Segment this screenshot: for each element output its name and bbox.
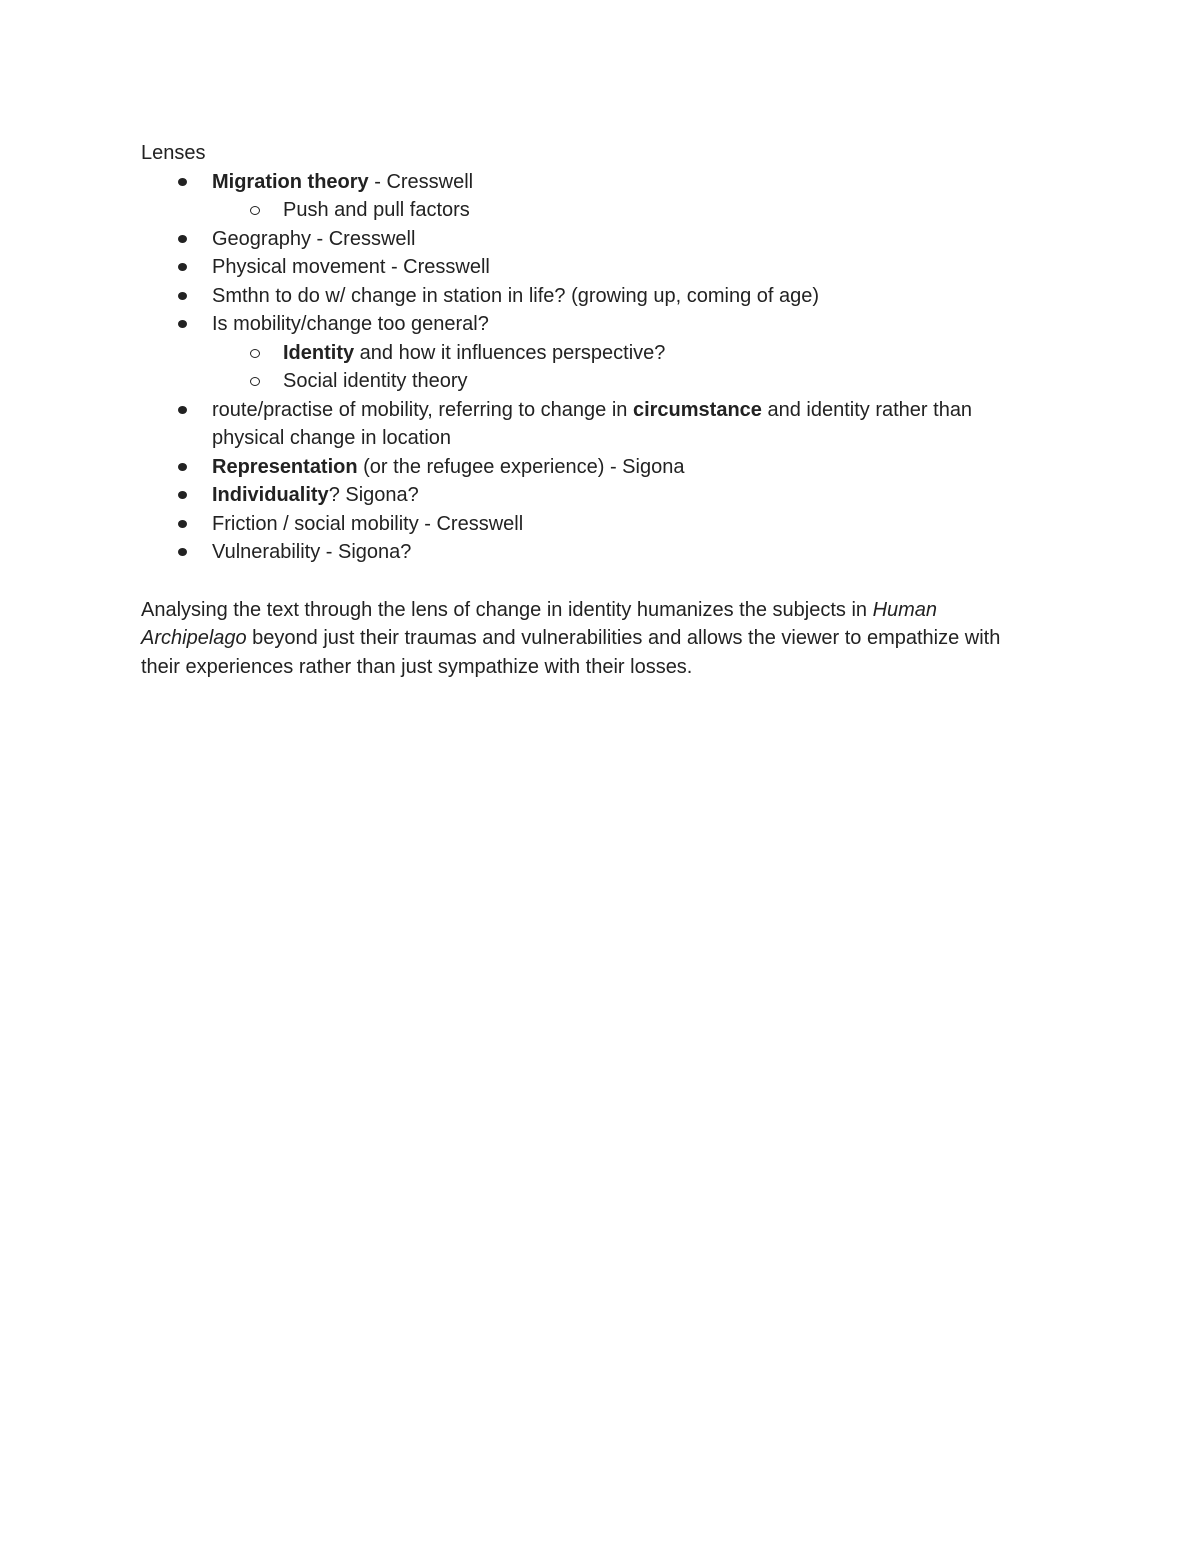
list-item-text: Geography - Cresswell [212,227,416,250]
list-item-text: Vulnerability - Sigona? [212,541,412,563]
list-item-bold: circumstance [632,398,762,421]
document-body [141,139,1041,681]
sub-list-item [212,367,1041,396]
paragraph-text: beyond just their traumas and vulnerabilities and allows the viewer to empathize with their experiences rather than just sympathize with their losses. [141,627,1001,678]
list-item-bold: Individuality [212,484,329,506]
sub-list-item-bold: Identity [283,341,355,364]
list-item-text: - Cresswell [368,170,474,193]
list-item-text: Friction / social mobility - Cresswell [212,512,524,535]
sub-list-item-text: Social identity theory [283,370,468,392]
list-item [141,453,1041,482]
sub-list-item [212,196,1041,225]
list-item [141,538,1041,567]
list-item-text: Smthn to do w/ change in station in life? (growing up, coming of age) [212,284,820,307]
filled-bullet-icon [178,320,187,328]
sub-list-item-text: and how it influences perspective? [354,341,666,364]
sub-list-item-text: Push and pull factors [283,199,470,221]
list-item-text: (or the refugee experience) - Sigona [357,455,685,478]
filled-bullet-icon [178,235,187,243]
filled-bullet-icon [178,178,187,186]
list-item [141,510,1041,539]
list-item [141,310,1041,396]
filled-bullet-icon [178,463,187,471]
paragraph-text: Analysing the text through the lens of change in identity humanizes the subjects in [141,598,873,621]
filled-bullet-icon [178,520,187,528]
heading-lenses: Lenses [141,142,206,164]
hollow-bullet-icon [250,349,260,358]
list-item [141,481,1041,510]
sub-list [212,196,1041,225]
list-item [141,253,1041,282]
list-item-text: route/practise of mobility, referring to change in [212,398,633,421]
filled-bullet-icon [178,263,187,271]
list-item-text: Physical movement - Cresswell [212,256,490,278]
list-item [141,168,1041,225]
list-item [141,282,1041,311]
list-item [141,396,1041,453]
filled-bullet-icon [178,491,187,499]
filled-bullet-icon [178,292,187,300]
list-item-bold: Representation [212,455,358,478]
sub-list [212,339,1041,396]
list-item [141,225,1041,254]
book-title: Human Archipelago [141,598,938,649]
list-item-bold: Migration theory [212,170,369,193]
list-item-text: ? Sigona? [328,484,419,506]
sub-list-item [212,339,1041,368]
hollow-bullet-icon [250,206,260,215]
filled-bullet-icon [178,406,187,414]
analysis-paragraph [141,596,1036,682]
filled-bullet-icon [178,548,187,556]
list-item-text: Is mobility/change too general? [212,313,489,335]
list-item-text: and identity rather than physical change in location [212,398,973,449]
hollow-bullet-icon [250,377,260,386]
lenses-list [141,168,1041,567]
